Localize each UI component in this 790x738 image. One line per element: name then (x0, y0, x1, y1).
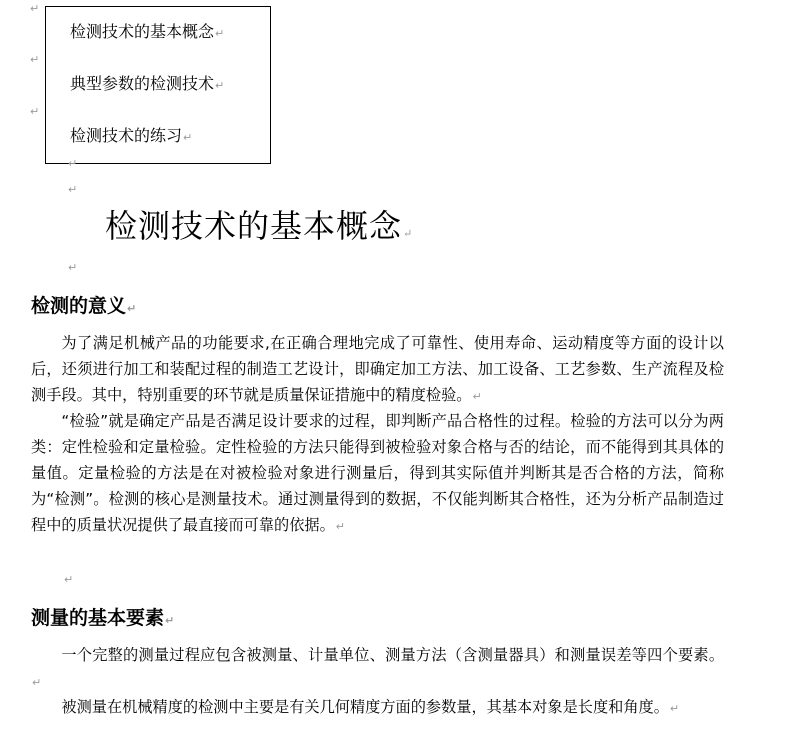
paragraph-elements-2: 被测量在机械精度的检测中主要是有关几何精度方面的参数量，其基本对象是长度和角度。↵ (61, 698, 680, 716)
paragraph-elements-1: 一个完整的测量过程应包含被测量、计量单位、测量方法（含测量器具）和测量误差等四个要素。↵ (32, 646, 724, 689)
toc-item-basic-concepts[interactable]: 检测技术的基本概念↵ (70, 22, 225, 41)
paragraph-mark: ↵ (68, 183, 78, 196)
toc-item-typical-parameters[interactable]: 典型参数的检测技术↵ (70, 74, 225, 93)
paragraph-mark: ↵ (30, 53, 40, 66)
paragraph-significance-2: “检验”就是确定产品是否满足设计要求的过程，即判断产品合格性的过程。检验的方法可以分为两类：定性检验和定量检验。定性检验的方法只能得到被检验对象合格与否的结论，而不能得到其具体的量值。定量检验的方法是在对被检验对象进行测量后，得到其实际值并判断其是否合格的方法，简称为“检测”。检测的核心是测量技术。通过测量得到的数据，不仅能判断其合格性，还为分析产品制造过程中的质量状况提供了最直接而可靠的依据。↵ (31, 412, 724, 534)
paragraph-mark: ↵ (30, 2, 40, 15)
main-title: 检测技术的基本概念↵ (105, 207, 414, 245)
toc-item-exercises[interactable]: 检测技术的练习↵ (70, 126, 193, 145)
paragraph-mark: ↵ (64, 573, 74, 586)
section-title-significance: 检测的意义↵ (31, 295, 137, 317)
paragraph-significance-1: 为了满足机械产品的功能要求,在正确合理地完成了可靠性、使用寿命、运动精度等方面的设计以后，还须进行加工和装配过程的制造工艺设计，即确定加工方法、加工设备、工艺参数、生产流程及检测手段。其中，特别重要的环节就是质量保证措施中的精度检验。↵ (31, 334, 724, 404)
section-title-basic-elements: 测量的基本要素↵ (31, 607, 175, 629)
toc-box (45, 6, 271, 164)
paragraph-mark: ↵ (68, 157, 78, 170)
paragraph-mark: ↵ (30, 105, 40, 118)
paragraph-mark: ↵ (68, 261, 78, 274)
